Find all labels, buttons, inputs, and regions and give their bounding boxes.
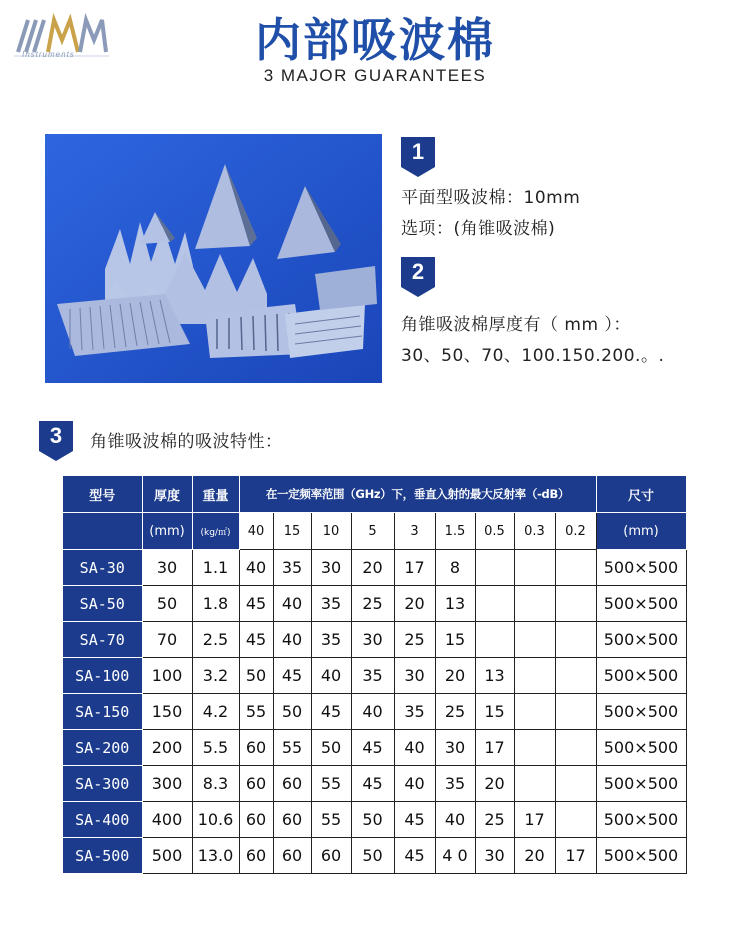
row-reflectivity-value: 30 xyxy=(435,730,475,766)
section-3-number: 3 xyxy=(49,423,63,448)
units-frequency: 0.2 xyxy=(555,513,596,550)
units-frequency: 1.5 xyxy=(435,513,475,550)
row-reflectivity-value: 60 xyxy=(239,730,273,766)
row-size: 500×500 xyxy=(596,586,686,622)
row-weight: 5.5 xyxy=(192,730,239,766)
row-reflectivity-value: 45 xyxy=(273,658,311,694)
row-reflectivity-value: 40 xyxy=(394,766,435,802)
row-reflectivity-value: 45 xyxy=(351,730,394,766)
table-header-row xyxy=(63,476,686,513)
row-reflectivity-value: 20 xyxy=(351,550,394,586)
logo-text: Instruments xyxy=(22,50,75,59)
table-row xyxy=(63,802,686,838)
section-3-title: 角锥吸波棉的吸波特性： xyxy=(90,432,283,452)
table-row xyxy=(63,658,686,694)
header-model: 型号 xyxy=(63,476,142,513)
table-row xyxy=(63,622,686,658)
row-thickness: 500 xyxy=(142,838,192,874)
header-size: 尺寸 xyxy=(596,476,686,513)
row-reflectivity-value: 30 xyxy=(475,838,514,874)
row-reflectivity-value: 45 xyxy=(239,586,273,622)
row-model: SA-70 xyxy=(63,622,142,658)
row-reflectivity-value xyxy=(514,694,555,730)
row-model: SA-300 xyxy=(63,766,142,802)
row-thickness: 300 xyxy=(142,766,192,802)
row-reflectivity-value: 45 xyxy=(311,694,351,730)
row-reflectivity-value: 25 xyxy=(475,802,514,838)
row-reflectivity-value: 40 xyxy=(273,622,311,658)
row-reflectivity-value xyxy=(514,730,555,766)
row-reflectivity-value: 17 xyxy=(555,838,596,874)
row-reflectivity-value: 35 xyxy=(273,550,311,586)
section-2-line-2: 30、50、70、100.150.200.。. xyxy=(401,346,665,366)
row-reflectivity-value: 60 xyxy=(273,802,311,838)
table-row xyxy=(63,766,686,802)
row-reflectivity-value: 55 xyxy=(311,766,351,802)
row-reflectivity-value: 15 xyxy=(435,622,475,658)
row-thickness: 30 xyxy=(142,550,192,586)
header-thickness: 厚度 xyxy=(142,476,192,513)
row-weight: 3.2 xyxy=(192,658,239,694)
page-title: 内部吸波棉 xyxy=(255,13,495,67)
row-reflectivity-value xyxy=(475,586,514,622)
row-reflectivity-value: 60 xyxy=(273,766,311,802)
row-reflectivity-value xyxy=(514,766,555,802)
row-thickness: 100 xyxy=(142,658,192,694)
row-reflectivity-value: 60 xyxy=(239,766,273,802)
row-reflectivity-value xyxy=(555,730,596,766)
row-reflectivity-value xyxy=(555,550,596,586)
row-size: 500×500 xyxy=(596,622,686,658)
row-model: SA-500 xyxy=(63,838,142,874)
row-model: SA-400 xyxy=(63,802,142,838)
row-reflectivity-value: 45 xyxy=(239,622,273,658)
row-reflectivity-value: 40 xyxy=(273,586,311,622)
row-reflectivity-value: 40 xyxy=(394,730,435,766)
row-reflectivity-value xyxy=(555,766,596,802)
row-weight: 1.8 xyxy=(192,586,239,622)
row-thickness: 400 xyxy=(142,802,192,838)
row-reflectivity-value xyxy=(555,586,596,622)
table-row xyxy=(63,586,686,622)
row-reflectivity-value: 50 xyxy=(351,802,394,838)
table-row xyxy=(63,550,686,586)
section-1-line-1: 平面型吸波棉：10mm xyxy=(401,188,581,208)
row-reflectivity-value xyxy=(514,550,555,586)
units-frequency: 15 xyxy=(273,513,311,550)
row-reflectivity-value xyxy=(514,622,555,658)
units-frequency: 0.3 xyxy=(514,513,555,550)
units-weight: (kg/㎡) xyxy=(192,513,239,550)
section-2-badge-number-wrap xyxy=(401,257,435,297)
row-model: SA-200 xyxy=(63,730,142,766)
row-reflectivity-value: 50 xyxy=(351,838,394,874)
row-reflectivity-value: 50 xyxy=(239,658,273,694)
units-frequency: 40 xyxy=(239,513,273,550)
row-reflectivity-value: 20 xyxy=(475,766,514,802)
row-reflectivity-value: 17 xyxy=(394,550,435,586)
row-weight: 1.1 xyxy=(192,550,239,586)
row-reflectivity-value: 4 0 xyxy=(435,838,475,874)
row-reflectivity-value xyxy=(555,802,596,838)
row-weight: 8.3 xyxy=(192,766,239,802)
row-reflectivity-value: 30 xyxy=(311,550,351,586)
row-weight: 13.0 xyxy=(192,838,239,874)
table-row xyxy=(63,730,686,766)
row-size: 500×500 xyxy=(596,802,686,838)
units-frequency: 3 xyxy=(394,513,435,550)
row-reflectivity-value: 20 xyxy=(435,658,475,694)
units-model-blank xyxy=(63,513,142,550)
row-reflectivity-value: 45 xyxy=(351,766,394,802)
units-size: (mm) xyxy=(596,513,686,550)
row-reflectivity-value: 40 xyxy=(311,658,351,694)
row-thickness: 200 xyxy=(142,730,192,766)
row-reflectivity-value xyxy=(514,586,555,622)
row-reflectivity-value: 55 xyxy=(239,694,273,730)
row-weight: 10.6 xyxy=(192,802,239,838)
row-reflectivity-value: 35 xyxy=(394,694,435,730)
row-weight: 4.2 xyxy=(192,694,239,730)
row-thickness: 150 xyxy=(142,694,192,730)
row-model: SA-50 xyxy=(63,586,142,622)
row-reflectivity-value xyxy=(555,658,596,694)
page-subtitle: 3 MAJOR GUARANTEES xyxy=(263,66,487,85)
section-1-number: 1 xyxy=(411,139,425,164)
row-reflectivity-value xyxy=(514,658,555,694)
row-reflectivity-value xyxy=(475,550,514,586)
units-frequency: 10 xyxy=(311,513,351,550)
row-thickness: 50 xyxy=(142,586,192,622)
row-size: 500×500 xyxy=(596,550,686,586)
row-reflectivity-value: 35 xyxy=(435,766,475,802)
row-reflectivity-value xyxy=(555,622,596,658)
row-reflectivity-value: 50 xyxy=(273,694,311,730)
row-reflectivity-value: 55 xyxy=(311,802,351,838)
row-reflectivity-value: 17 xyxy=(475,730,514,766)
row-reflectivity-value: 40 xyxy=(435,802,475,838)
row-reflectivity-value: 60 xyxy=(239,802,273,838)
table-units-row xyxy=(63,513,686,550)
row-reflectivity-value: 20 xyxy=(514,838,555,874)
row-size: 500×500 xyxy=(596,694,686,730)
table-row xyxy=(63,694,686,730)
row-reflectivity-value: 17 xyxy=(514,802,555,838)
row-reflectivity-value: 60 xyxy=(239,838,273,874)
row-reflectivity-value: 45 xyxy=(394,802,435,838)
row-model: SA-30 xyxy=(63,550,142,586)
row-size: 500×500 xyxy=(596,766,686,802)
row-reflectivity-value: 8 xyxy=(435,550,475,586)
row-reflectivity-value: 30 xyxy=(351,622,394,658)
row-size: 500×500 xyxy=(596,730,686,766)
header-reflectivity: 在一定频率范围（GHz）下，垂直入射的最大反射率（-dB） xyxy=(239,476,596,513)
row-reflectivity-value: 40 xyxy=(239,550,273,586)
section-1-badge-number-wrap xyxy=(401,137,435,177)
section-2-line-1: 角锥吸波棉厚度有（ mm ）： xyxy=(401,315,631,335)
row-reflectivity-value: 25 xyxy=(394,622,435,658)
row-reflectivity-value: 60 xyxy=(311,838,351,874)
units-thickness: (mm) xyxy=(142,513,192,550)
row-reflectivity-value: 40 xyxy=(351,694,394,730)
row-reflectivity-value: 15 xyxy=(475,694,514,730)
row-reflectivity-value: 60 xyxy=(273,838,311,874)
row-reflectivity-value xyxy=(555,694,596,730)
row-reflectivity-value: 13 xyxy=(435,586,475,622)
row-reflectivity-value: 25 xyxy=(435,694,475,730)
row-reflectivity-value: 35 xyxy=(311,586,351,622)
absorber-foam-photo xyxy=(45,134,382,383)
row-size: 500×500 xyxy=(596,838,686,874)
table-row xyxy=(63,838,686,874)
section-1-line-2: 选项：(角锥吸波棉) xyxy=(401,219,556,239)
row-model: SA-150 xyxy=(63,694,142,730)
row-reflectivity-value: 20 xyxy=(394,586,435,622)
absorption-spec-table xyxy=(63,476,687,874)
row-reflectivity-value: 55 xyxy=(273,730,311,766)
row-reflectivity-value: 13 xyxy=(475,658,514,694)
row-weight: 2.5 xyxy=(192,622,239,658)
section-3-badge-number-wrap xyxy=(39,421,73,461)
row-reflectivity-value: 35 xyxy=(351,658,394,694)
row-reflectivity-value: 30 xyxy=(394,658,435,694)
row-reflectivity-value: 45 xyxy=(394,838,435,874)
row-size: 500×500 xyxy=(596,658,686,694)
section-2-number: 2 xyxy=(411,259,425,284)
row-reflectivity-value: 25 xyxy=(351,586,394,622)
row-thickness: 70 xyxy=(142,622,192,658)
row-reflectivity-value: 50 xyxy=(311,730,351,766)
row-model: SA-100 xyxy=(63,658,142,694)
row-reflectivity-value xyxy=(475,622,514,658)
row-reflectivity-value: 35 xyxy=(311,622,351,658)
units-frequency: 0.5 xyxy=(475,513,514,550)
header-weight: 重量 xyxy=(192,476,239,513)
units-frequency: 5 xyxy=(351,513,394,550)
